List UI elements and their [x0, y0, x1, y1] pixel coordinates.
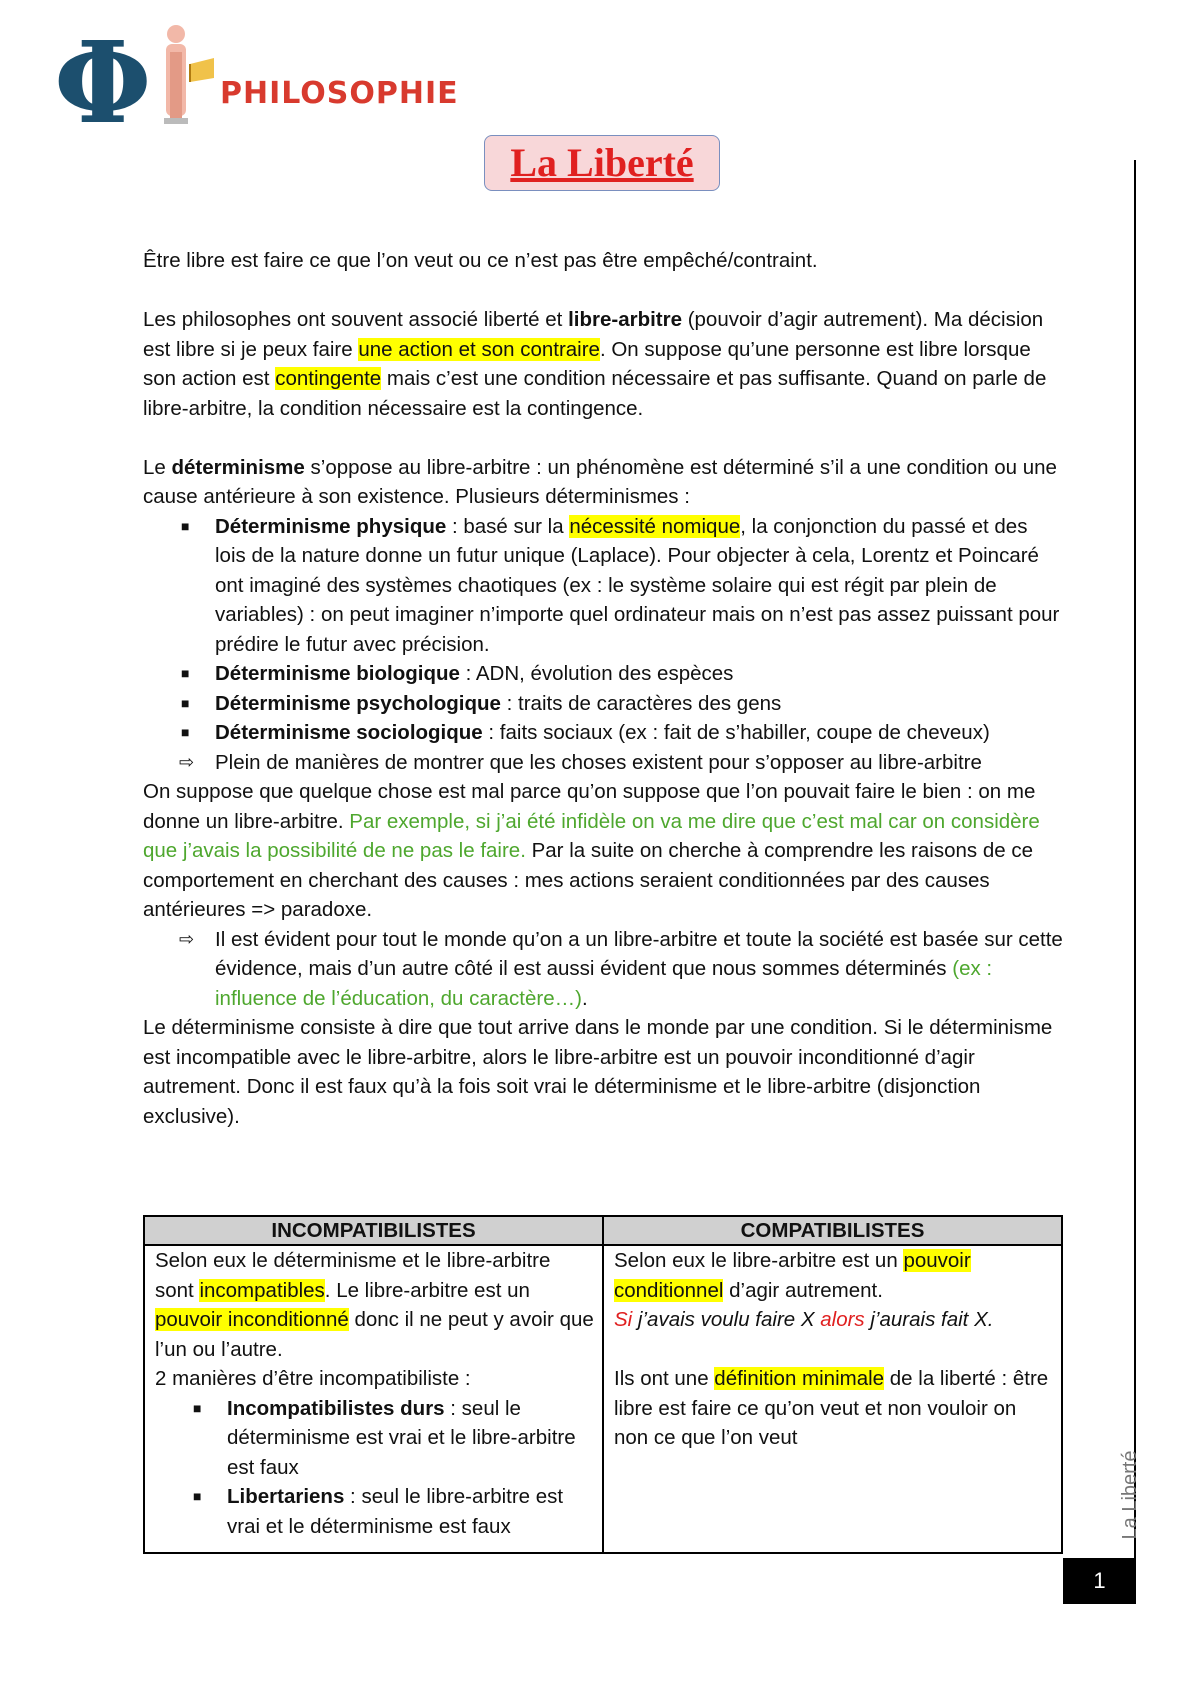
comparison-table	[143, 1215, 1063, 1554]
page-number: 1	[1063, 1558, 1136, 1604]
text-run: Par la suite on cherche à comprendre les raisons de ce comportement en cherchant des causes : mes actions seraient conditionnées par des causes antérieures => paradoxe.	[143, 839, 1033, 921]
square-bullet-icon: ■	[181, 665, 190, 681]
text-run: Le	[143, 455, 172, 479]
bold-term: Déterminisme psychologique	[215, 691, 501, 715]
evidence-list	[143, 925, 1063, 1014]
list-item	[181, 689, 1063, 719]
text-run: . Le libre-arbitre est un	[324, 1278, 530, 1302]
highlighted-term: une action et son contraire	[358, 337, 600, 361]
text-run: s’oppose au libre-arbitre : un phénomène est déterminé s’il a une condition ou une cause antérieure à son existence. Plusieurs déterminismes :	[143, 455, 1057, 508]
logo-phi-symbol: Φ	[54, 18, 152, 149]
side-running-title: La Liberté	[1119, 1450, 1141, 1540]
highlighted-term: nécessité nomique	[569, 514, 741, 538]
incompatibilist-types-list	[155, 1394, 594, 1542]
text-run: : faits sociaux (ex : fait de s’habiller, coupe de cheveux)	[482, 721, 990, 744]
list-item	[179, 748, 1063, 778]
logo	[50, 18, 459, 149]
text-run: , la conjonction du passé et des lois de la nature donne un futur unique (Laplace). Pour objecter à cela, Lorentz et Poincaré ont imaginé des systèmes chaotiques (ex : le système solaire qui est régit par plein de variables) : on peut imaginer n’importe quel ordinateur mais on n’est pas assez puissant pour prédire le futur avec précision.	[215, 514, 1060, 656]
bold-term: libre-arbitre	[568, 308, 682, 331]
list-item	[181, 659, 1063, 689]
text-run: j’aurais fait X.	[864, 1308, 994, 1331]
text-run: : seul le déterminisme est vrai et le libre-arbitre est faux	[227, 1396, 576, 1479]
highlighted-term: pouvoir conditionnel	[614, 1249, 971, 1302]
arrow-right-icon: ⇨	[179, 928, 195, 949]
text-run: donc il ne peut y avoir que l’un ou l’autre.	[155, 1308, 594, 1361]
text-run: Plein de manières de montrer que les choses existent pour s’opposer au libre-arbitre	[215, 750, 982, 774]
text-run: : traits de caractères des gens	[500, 691, 782, 715]
paragraph-paradoxe	[143, 777, 1063, 925]
philosopher-book-icon	[130, 22, 220, 142]
text-run: .	[581, 986, 588, 1010]
table-row	[144, 1245, 1062, 1553]
bold-term: Déterminisme biologique	[215, 662, 460, 685]
bold-term: Déterminisme physique	[215, 514, 447, 538]
highlighted-term: pouvoir inconditionné	[155, 1308, 349, 1331]
conditional-keyword: Si	[614, 1308, 633, 1331]
square-bullet-icon: ■	[181, 694, 190, 711]
conditional-keyword: alors	[820, 1308, 865, 1331]
text-run: : ADN, évolution des espèces	[459, 662, 734, 685]
text-run: Selon eux le libre-arbitre est un	[614, 1249, 904, 1272]
text-run: : seul le libre-arbitre est vrai et le déterminisme est faux	[227, 1485, 564, 1538]
text-run: Ils ont une	[614, 1367, 715, 1390]
text-run: mais c’est une condition nécessaire et pas suffisante. Quand on parle de libre-arbitre, la condition nécessaire est la contingence.	[143, 367, 1047, 420]
paragraph-determinisme	[143, 453, 1063, 512]
table-header-row	[144, 1216, 1062, 1245]
highlighted-term: contingente	[275, 367, 382, 390]
example-text: Par exemple, si j’ai été infidèle on va me dire que c’est mal car on considère que j’avais la possibilité de ne pas le faire.	[143, 809, 1040, 862]
paragraph-definition: Être libre est faire ce que l’on veut ou ce n’est pas être empêché/contraint.	[143, 249, 818, 272]
text-run: On suppose que quelque chose est mal parce qu’on suppose que l’on pouvait faire le bien : on me donne un libre-arbitre.	[143, 780, 1036, 833]
logo-text: PHILOSOPHIE	[220, 76, 459, 111]
paragraph-libre-arbitre	[143, 305, 1063, 423]
list-item	[193, 1482, 594, 1541]
arrow-right-icon: ⇨	[179, 751, 195, 772]
cell-paragraph	[614, 1246, 1053, 1305]
square-bullet-icon: ■	[181, 517, 190, 534]
square-bullet-icon: ■	[193, 1399, 202, 1416]
text-run: Selon eux le déterminisme et le libre-arbitre sont	[155, 1249, 551, 1302]
text-run: Les philosophes ont souvent associé liberté et	[143, 308, 569, 331]
text-run: d’agir autrement.	[723, 1278, 883, 1302]
page-right-rule	[1134, 160, 1136, 1600]
example-text: (ex : influence de l’éducation, du caractère…)	[215, 957, 993, 1010]
header-incompatibilistes: INCOMPATIBILISTES	[144, 1216, 603, 1245]
square-bullet-icon: ■	[181, 724, 190, 740]
text-run: (pouvoir d’agir autrement). Ma décision est libre si je peux faire	[143, 308, 1044, 361]
document-title: La Liberté	[484, 135, 720, 191]
incompatibilistes-cell	[144, 1245, 603, 1553]
conditional-example	[614, 1305, 1053, 1335]
list-item	[181, 718, 1063, 748]
text-run: de la liberté : être libre est faire ce qu’on veut et non vouloir on non ce que l’on veut	[614, 1367, 1049, 1449]
document-body	[143, 246, 1063, 1161]
bold-term: Libertariens	[227, 1485, 345, 1508]
bold-term: Incompatibilistes durs	[227, 1396, 445, 1420]
list-item	[181, 512, 1063, 660]
compatibilistes-cell	[603, 1245, 1062, 1553]
cell-paragraph	[614, 1364, 1053, 1453]
list-item	[193, 1394, 594, 1483]
text-run: : basé sur la	[446, 514, 570, 538]
text-run: j’avais voulu faire X	[632, 1308, 821, 1331]
bold-term: Déterminisme sociologique	[215, 721, 483, 744]
cell-paragraph	[155, 1246, 594, 1364]
text-run: Il est évident pour tout le monde qu’on a un libre-arbitre et toute la société est basée sur cette évidence, mais d’un autre côté il est aussi évident que nous sommes déterminés	[215, 927, 1063, 980]
highlighted-term: définition minimale	[714, 1367, 885, 1390]
spacer	[614, 1335, 1053, 1365]
highlighted-term: incompatibles	[199, 1278, 325, 1302]
determinism-list	[143, 512, 1063, 778]
text-run: . On suppose qu’une personne est libre lorsque son action est	[143, 337, 1031, 390]
list-item	[179, 925, 1063, 1014]
cell-paragraph: 2 manières d’être incompatibiliste :	[155, 1367, 471, 1390]
header-compatibilistes: COMPATIBILISTES	[603, 1216, 1062, 1245]
paragraph-disjonction: Le déterminisme consiste à dire que tout arrive dans le monde par une condition. Si le déterminisme est incompatible avec le libre-arbitre, alors le libre-arbitre est un pouvoir inconditionné d’agir autrement. Donc il est faux qu’à la fois soit vrai le déterminisme et le libre-arbitre (disjonction exclusive).	[143, 1016, 1053, 1128]
bold-term: déterminisme	[171, 455, 305, 479]
square-bullet-icon: ■	[193, 1488, 202, 1504]
